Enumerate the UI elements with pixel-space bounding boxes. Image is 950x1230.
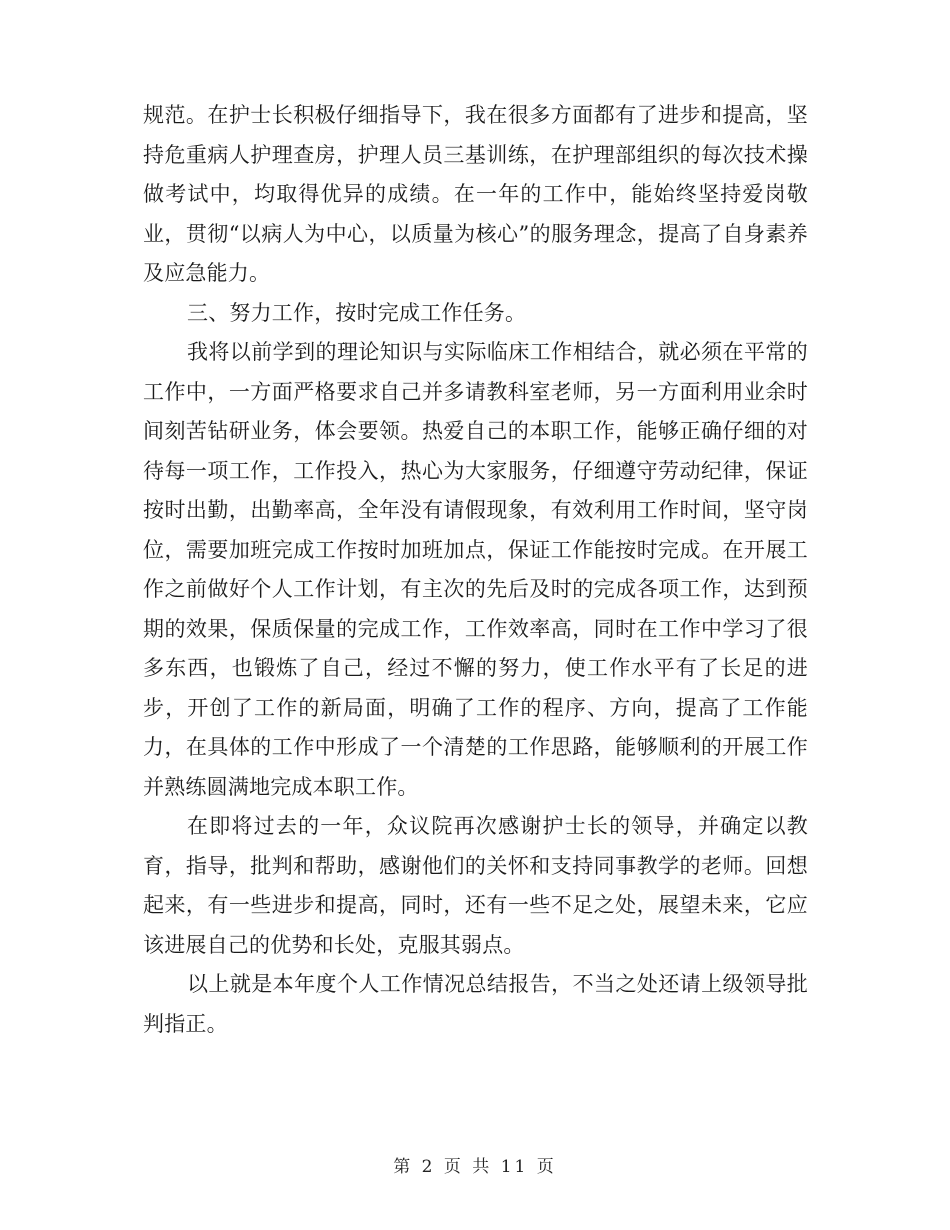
paragraph-thanks: 在即将过去的一年，众议院再次感谢护士长的领导，并确定以教育，指导，批判和帮助，感谢他们的关怀和支持同事教学的老师。回想起来，有一些进步和提高，同时，还有一些不足之处，展望未来，它应该进展自己的优势和长处，克服其弱点。 bbox=[143, 814, 808, 957]
paragraph-continuation: 规范。在护士长积极仔细指导下，我在很多方面都有了进步和提高，坚持危重病人护理查房，护理人员三基训练，在护理部组织的每次技术操做考试中，均取得优异的成绩。在一年的工作中，能始终坚持爱岗敬业，贯彻“以病人为中心，以质量为核心”的服务理念，提高了自身素养及应急能力。 bbox=[143, 103, 808, 285]
paragraph-closing: 以上就是本年度个人工作情况总结报告，不当之处还请上级领导批判指正。 bbox=[143, 972, 808, 1036]
section-heading-three: 三、努力工作，按时完成工作任务。 bbox=[187, 300, 527, 325]
paragraph-work-details: 我将以前学到的理论知识与实际临床工作相结合，就必须在平常的工作中，一方面严格要求自己并多请教科室老师，另一方面利用业余时间刻苦钻研业务，体会要领。热爱自己的本职工作，能够正确仔细的对待每一项工作，工作投入，热心为大家服务，仔细遵守劳动纪律，保证按时出勤，出勤率高，全年没有请假现象，有效利用工作时间，坚守岗位，需要加班完成工作按时加班加点，保证工作能按时完成。在开展工作之前做好个人工作计划，有主次的先后及时的完成各项工作，达到预期的效果，保质保量的完成工作，工作效率高，同时在工作中学习了很多东西，也锻炼了自己，经过不懈的努力，使工作水平有了长足的进步，开创了工作的新局面，明确了工作的程序、方向，提高了工作能力，在具体的工作中形成了一个清楚的工作思路，能够顺利的开展工作并熟练圆满地完成本职工作。 bbox=[143, 340, 808, 799]
body-text bbox=[143, 96, 808, 1044]
page-number-footer: 第 2 页 共 11 页 bbox=[393, 1157, 557, 1177]
